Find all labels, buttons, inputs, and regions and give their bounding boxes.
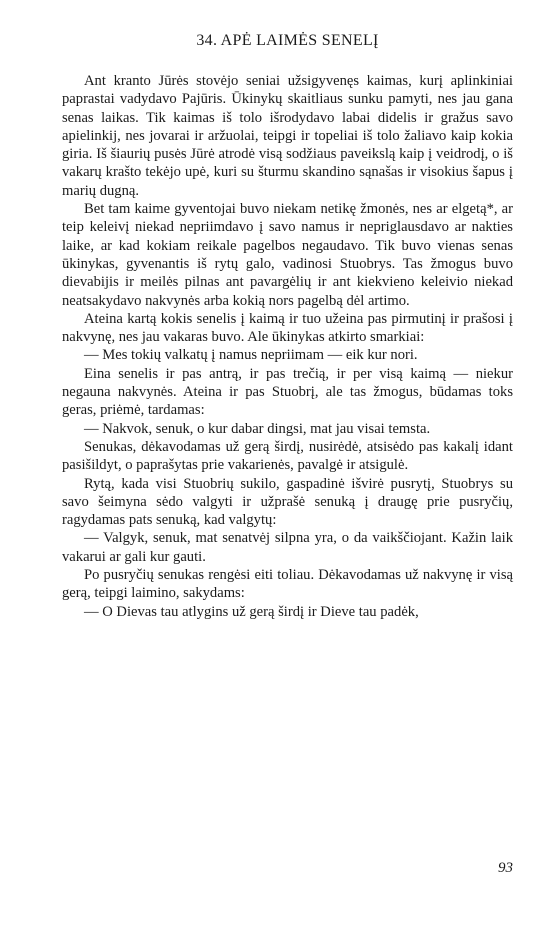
dialogue-line: — Mes tokių valkatų į namus nepriimam — eik kur nori. xyxy=(84,347,418,364)
paragraph: Ateina kartą kokis senelis į kaimą ir tuo užeina pas pirmutinį ir prašosi į nakvynę, nes jau vakaras buvo. Ale ūkinykas atkirto smarkiai: xyxy=(62,310,513,346)
body-text xyxy=(62,72,513,621)
paragraph: Senukas, dėkavodamas už gerą širdį, nusirėdė, atsisėdo pas kakalį idant pasišildyt, o paprašytas prie vakarienės, pavalgė ir atsigulė. xyxy=(62,438,513,474)
dialogue-line: — O Dievas tau atlygins už gerą širdį ir Dieve tau padėk, xyxy=(84,603,419,620)
dialogue-line: — Nakvok, senuk, o kur dabar dingsi, mat jau visai temsta. xyxy=(84,420,431,437)
paragraph: Po pusryčių senukas rengėsi eiti toliau. Dėkavodamas už nakvynę ir visą gerą, teipgi laimino, sakydams: xyxy=(62,567,513,602)
paragraph: Bet tam kaime gyventojai buvo niekam netikę žmonės, nes ar elgetą*, ar teip keleivį niekad nepriimdavo į savo namus ir nepriglausdavo ar nakties laike, ar kad kokiam reikale pagelbos negaudavo. Tik buvo vienas senas ūkinykas, gyvenantis iš rytų galo, vadinosi Stuobrys. Tas žmogus buvo dievabijis ir meilės pilnas ant pavargėlių ir ant kiekvieno keleivio niekad neatsakydavo nakvynės arba kokią nors pagelbą dėl artimo. xyxy=(62,201,513,309)
paragraph: Eina senelis ir pas antrą, ir pas trečią, ir per visą kaimą — niekur negauna nakvynės. Ateina ir pas Stuobrį, ale tas žmogus, būdamas toks geras, priėmė, tardamas: xyxy=(62,365,513,419)
paragraph: Ant kranto Jūrės stovėjo seniai užsigyvenęs kaimas, kurį aplinkiniai paprastai vadydavo Pajūris. Ūkinykų skaitliaus sunku pamyti, nes jau gana senas laikas. Tik kaimas iš tolo išrodydavo labai didelis ir gražus savo apielinkij, nes jovarai ir aržuolai, teipgi ir topeliai iš tolo žaliavo kaip kokia giria. Iš šiaurių pusės Jūrė atrodė visą sodžiaus paveikslą kaip į veidrodį, o iš vakarų krašto tekėjo upė, kuri su šturmu skandino sąnašas ir visokius šapus į marių dugną. xyxy=(62,73,513,199)
dialogue-line: — Valgyk, senuk, mat senatvėj silpna yra, o da vaikščiojant. Kažin laik vakarui ar gali kur gauti. xyxy=(62,530,513,565)
chapter-title: 34. APĖ LAIMĖS SENELĮ xyxy=(196,32,379,49)
book-page xyxy=(62,32,513,912)
page-number: 93 xyxy=(498,860,513,876)
paragraph: Rytą, kada visi Stuobrių sukilo, gaspadinė išvirė pusrytį, Stuobrys su savo šeimyna sėdo valgyti ir užprašė senuką į draugę prie pusryčių, ragydamas pats senuką, kad valgytų: xyxy=(62,475,513,529)
